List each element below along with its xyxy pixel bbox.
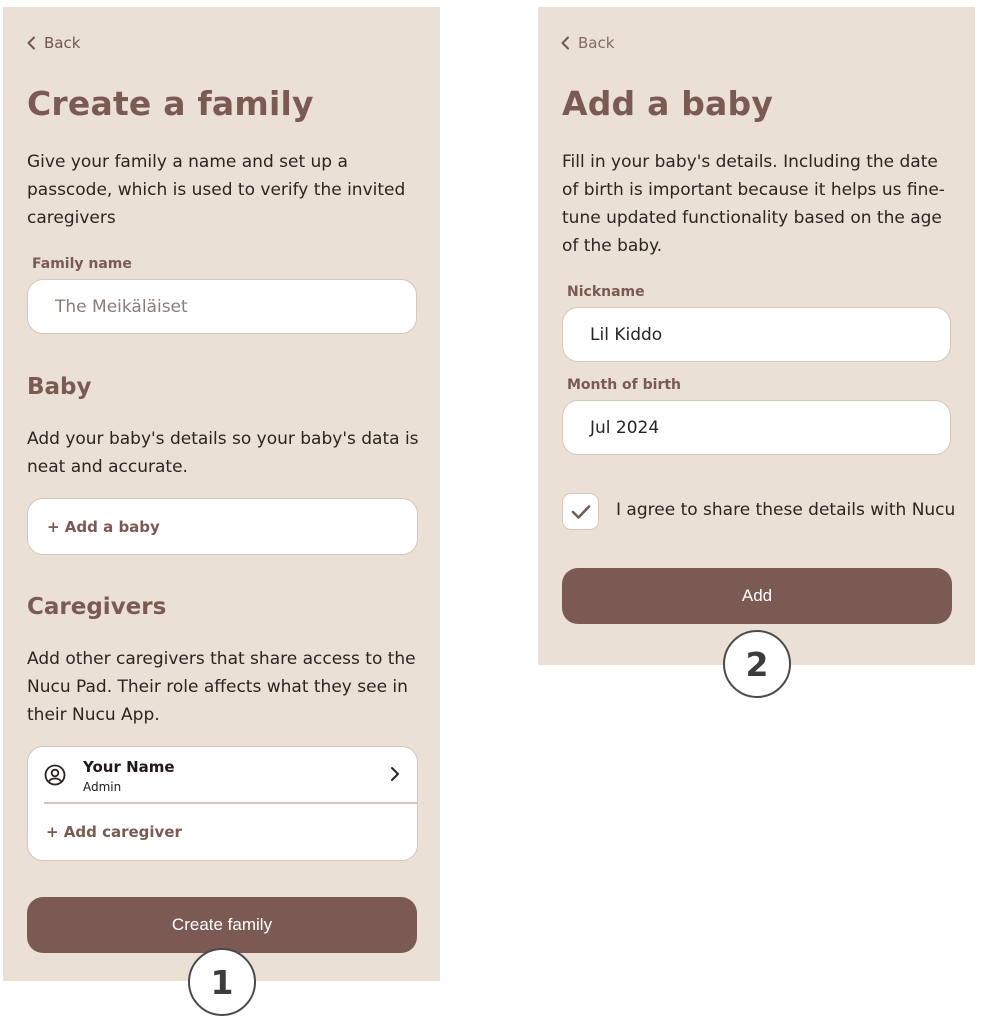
caregivers-heading: Caregivers	[27, 594, 167, 620]
page-title: Create a family	[27, 84, 314, 123]
page-description: Give your family a name and set up a passcode, which is used to verify the invited caregivers	[27, 152, 406, 228]
baby-description: Add your baby's details so your baby's data is neat and accurate.	[27, 429, 419, 477]
back-label: Back	[44, 34, 81, 52]
family-name-label: Family name	[32, 256, 132, 272]
user-circle-icon	[44, 764, 66, 786]
caregivers-description: Add other caregivers that share access to the Nucu Pad. Their role affects what they see in their Nucu App.	[27, 649, 416, 725]
page-title: Add a baby	[562, 84, 774, 123]
back-button[interactable]	[26, 34, 80, 52]
create-family-screen	[3, 7, 440, 981]
family-name-input[interactable]: The Meikäläiset	[27, 279, 417, 334]
caregiver-row[interactable]	[28, 747, 417, 803]
caregivers-card	[27, 746, 418, 861]
month-of-birth-input[interactable]: Jul 2024	[562, 400, 951, 455]
chevron-right-icon	[389, 766, 401, 782]
checkmark-icon	[571, 504, 591, 520]
chevron-left-icon	[26, 36, 36, 50]
add-baby-screen	[538, 7, 975, 665]
page-description: Fill in your baby's details. Including the date of birth is important because it helps us fine-tune updated functionality based on the age of the baby.	[562, 152, 945, 256]
back-label: Back	[578, 34, 615, 52]
add-button[interactable]: Add	[562, 568, 952, 624]
add-caregiver-button[interactable]: + Add caregiver	[46, 823, 182, 841]
caregiver-role: Admin	[83, 780, 122, 794]
create-family-button[interactable]: Create family	[27, 897, 417, 953]
agree-label: I agree to share these details with Nucu	[616, 500, 956, 520]
nickname-label: Nickname	[567, 284, 645, 300]
caregiver-divider	[44, 802, 417, 804]
step-badge-2: 2	[723, 630, 791, 698]
add-baby-button[interactable]: + Add a baby	[27, 498, 418, 555]
month-of-birth-label: Month of birth	[567, 377, 682, 393]
agree-checkbox[interactable]	[562, 493, 599, 530]
caregiver-name: Your Name	[83, 758, 175, 776]
back-button[interactable]	[560, 34, 614, 52]
step-badge-1: 1	[188, 948, 256, 1016]
chevron-left-icon	[560, 36, 570, 50]
baby-heading: Baby	[27, 374, 92, 400]
nickname-input[interactable]: Lil Kiddo	[562, 307, 951, 362]
